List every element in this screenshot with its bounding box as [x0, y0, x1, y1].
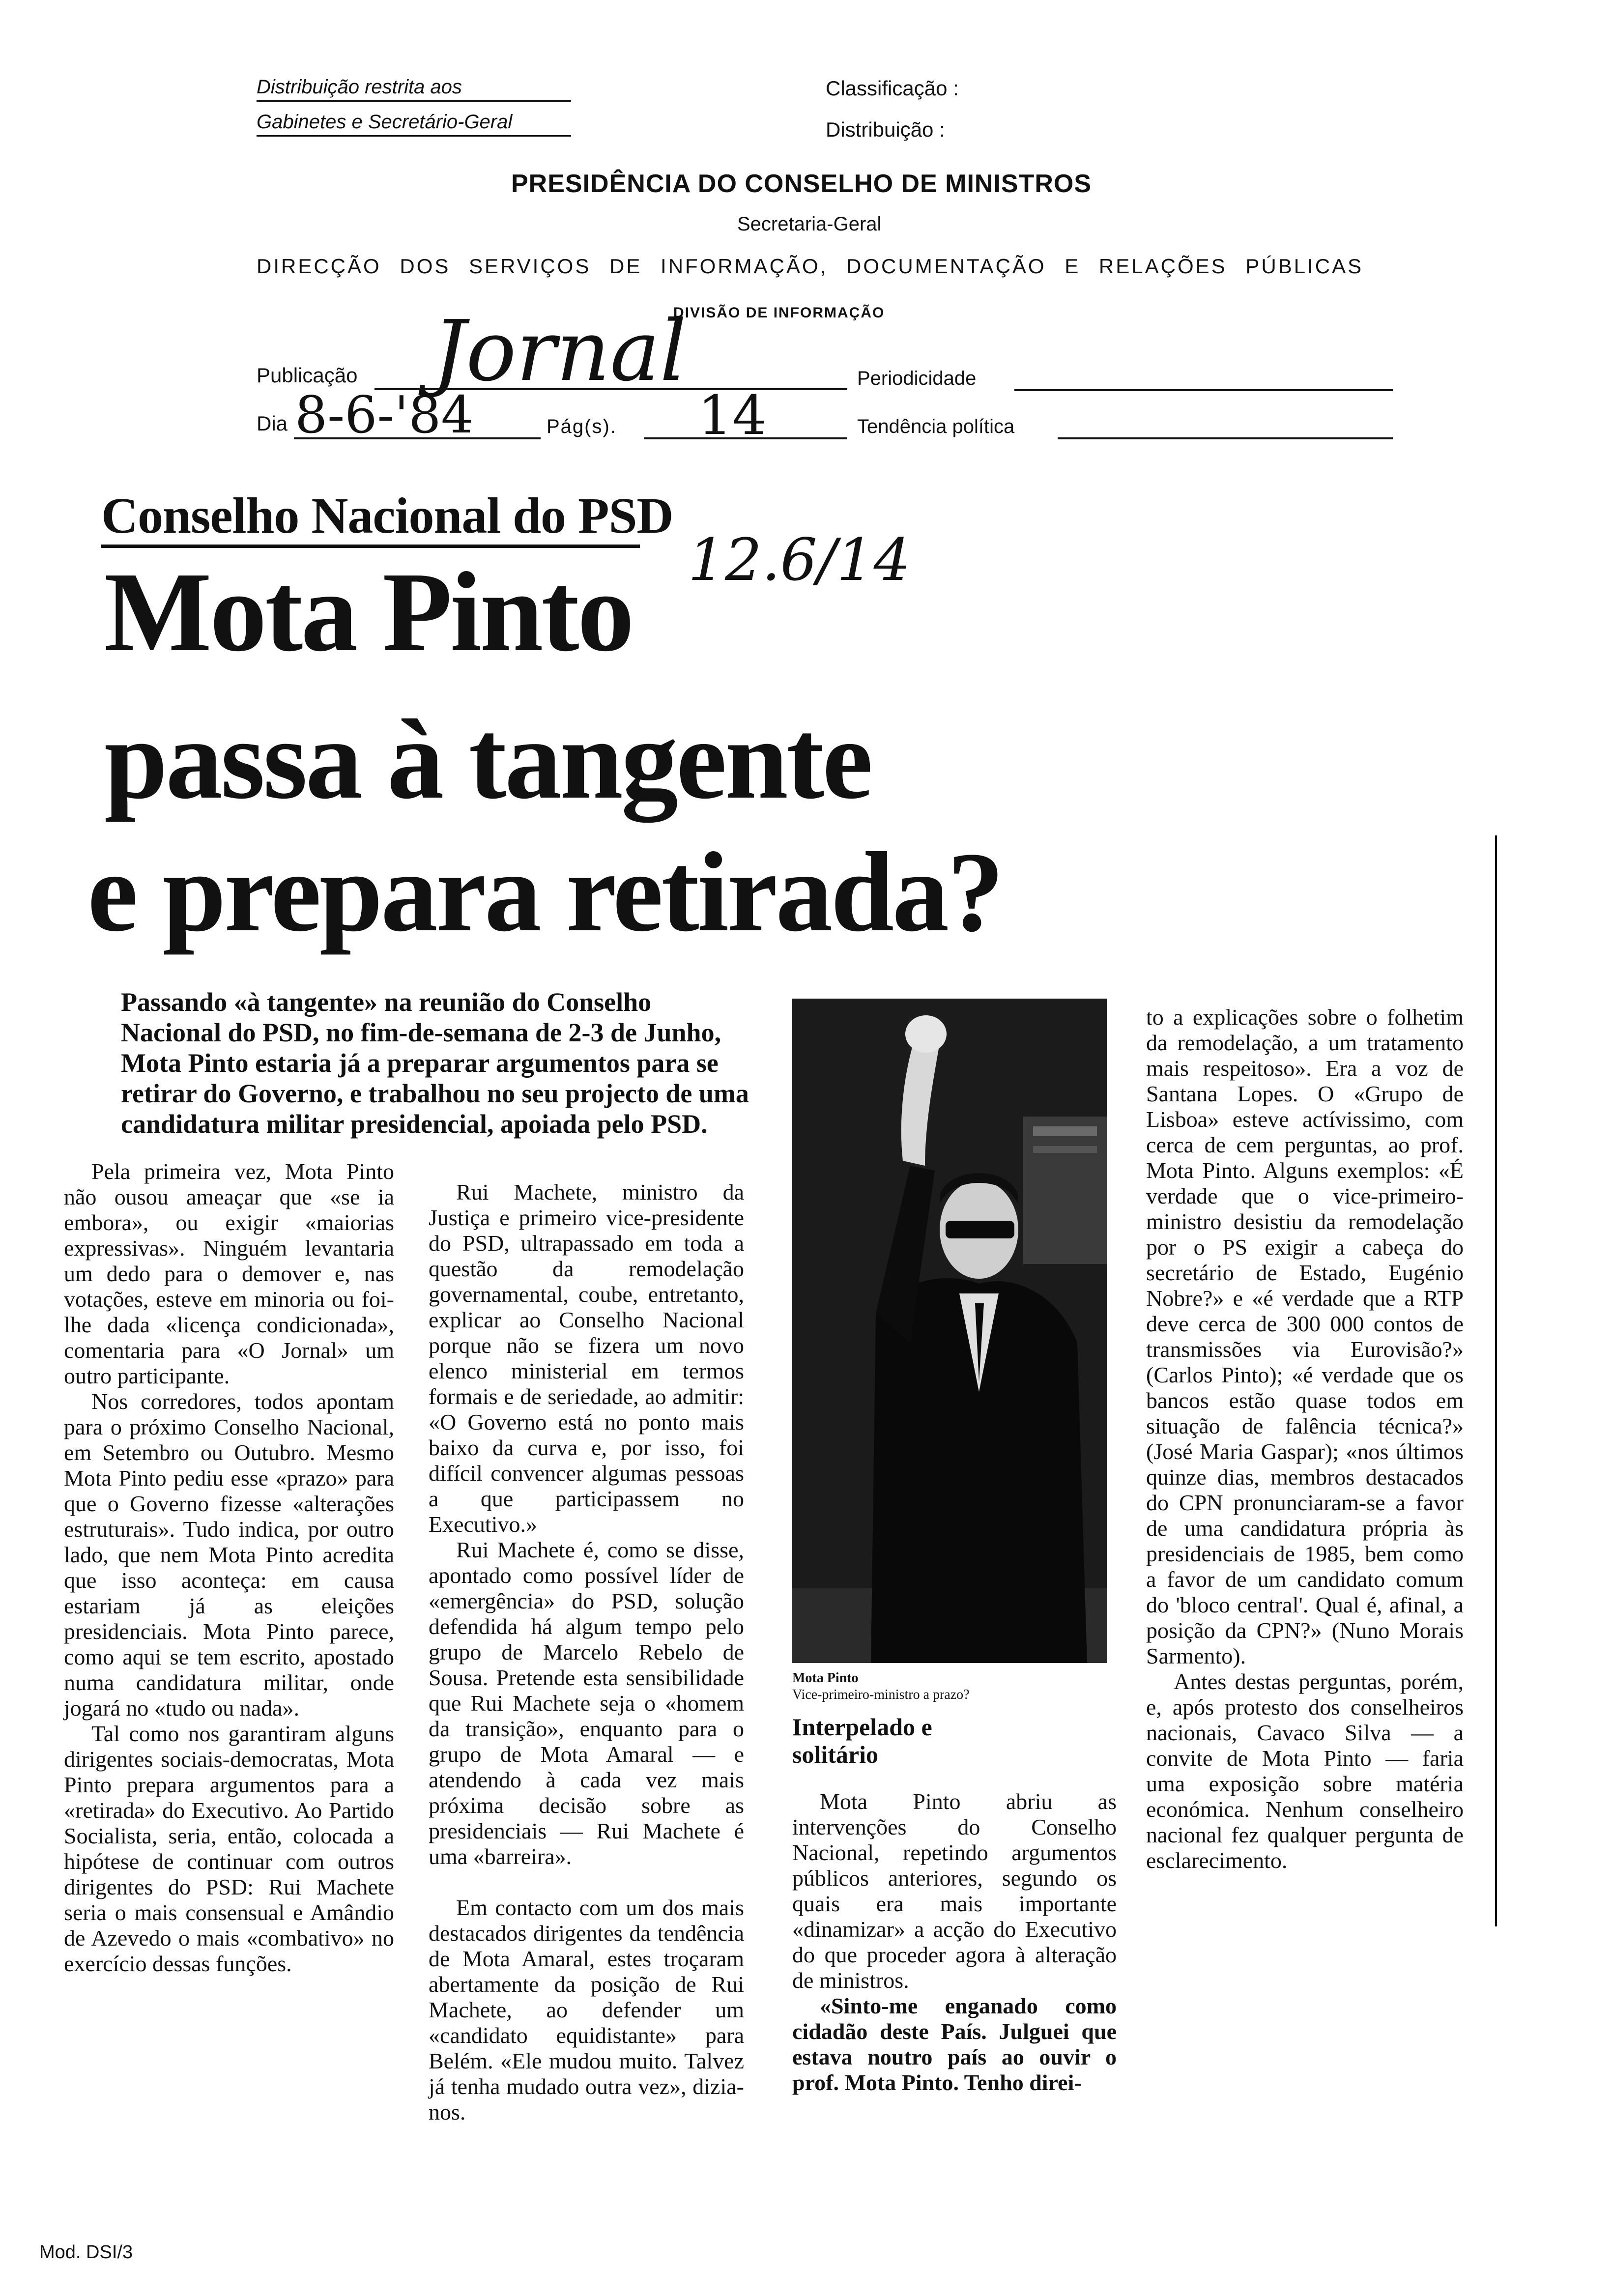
- org-subtitle: Secretaria-Geral: [737, 213, 882, 235]
- column-3: [792, 1789, 1117, 2095]
- paragraph: Pela primeira vez, Mota Pinto não ousou ameaçar que «se ia embora», ou exigir «maiorias expressivas». Ninguém levantaria um dedo para o demover e, nas votações, esteve em minoria ou foi-lhe dada «licença condicionada», comentaria para «O Jornal» um outro participante.: [64, 1159, 394, 1388]
- paragraph: «Sinto-me enganado como cidadão deste País. Julguei que estava noutro país ao ouvir o prof. Mota Pinto. Tenho direi-: [792, 1993, 1117, 2095]
- photo-caption: [792, 1670, 1117, 1703]
- pages-value: 14: [698, 384, 767, 447]
- distribution-line-2: Gabinetes e Secretário-Geral: [257, 111, 513, 133]
- paragraph: Antes destas perguntas, porém, e, após protesto dos conselheiros nacionais, Cavaco Silva — a convite de Mota Pinto — faria uma exposição sobre matéria económica. Nenhum conselheiro nacional fez qualquer pergunta de esclarecimento.: [1146, 1669, 1464, 1873]
- paragraph: Em contacto com um dos mais destacados dirigentes da tendência de Mota Amaral, estes troçaram abertamente da posição de Rui Machete, ao defender um «candidato equidistante» para Belém. «Ele mudou muito. Talvez já tenha mudado outra vez», dizia-nos.: [429, 1895, 744, 2124]
- caption-text: Vice-primeiro-ministro a prazo?: [792, 1687, 970, 1702]
- headline-line-2: passa à tangente: [104, 696, 871, 823]
- distribution-label: Distribuição :: [826, 118, 945, 141]
- pages-label: Pág(s).: [547, 416, 617, 437]
- photo-mota-pinto: [792, 999, 1107, 1663]
- periodicity-label: Periodicidade: [857, 368, 977, 389]
- paragraph: Nos corredores, todos apontam para o próximo Conselho Nacional, em Setembro ou Outubro. Mesmo Mota Pinto pediu esse «prazo» para que o Governo fizesse «alterações estruturais». Tudo indica, por outro lado, que nem Mota Pinto acredita que isso aconteça: em causa estariam já as eleições presidenciais. Mota Pinto parece, como aqui se tem escrito, apostado numa candidatura militar, onde jogará no «tudo ou nada».: [64, 1389, 394, 1721]
- publication-value: Jornal: [432, 303, 687, 400]
- kicker: Conselho Nacional do PSD: [101, 488, 673, 544]
- distribution-line-1: Distribuição restrita aos: [257, 76, 462, 98]
- caption-name: Mota Pinto: [792, 1670, 859, 1686]
- column-rule: [1495, 835, 1497, 1926]
- paragraph: Mota Pinto abriu as intervenções do Conselho Nacional, repetindo argumentos públicos anteriores, segundo os quais era mais importante «dinamizar» a acção do Executivo do que proceder agora à alteração de ministros.: [792, 1789, 1117, 1993]
- distribution-restriction: [257, 74, 571, 137]
- paragraph: Tal como nos garantiram alguns dirigentes sociais-democratas, Mota Pinto prepara argumentos para a «retirada» do Executivo. Ao Partido Socialista, seria, então, colocada a hipótese de continuar com outros dirigentes do PSD: Rui Machete seria o mais consensual e Amândio de Azevedo o mais «combativo» no exercício dessas funções.: [64, 1721, 394, 1976]
- publication-label: Publicação: [257, 364, 358, 387]
- subhead: Interpelado e solitário: [792, 1713, 932, 1768]
- paragraph: Rui Machete, ministro da Justiça e primeiro vice-presidente do PSD, ultrapassado em toda a questão da remodelação governamental, coube, entretanto, explicar ao Conselho Nacional porque não se fizera um novo elenco ministerial em termos formais e de seriedade, ao admitir: «O Governo está no ponto mais baixo da curva e, por isso, foi difícil convencer algumas pessoas a que participassem no Executivo.»: [429, 1179, 744, 1537]
- column-2: [429, 1179, 744, 2125]
- form-code: Mod. DSI/3: [39, 2242, 133, 2263]
- handwritten-annotation: 12.6/14: [688, 526, 911, 594]
- day-label: Dia: [257, 412, 288, 435]
- division-line: DIVISÃO DE INFORMAÇÃO: [673, 305, 885, 321]
- headline-line-1: Mota Pinto: [104, 549, 633, 675]
- tendency-label: Tendência política: [857, 416, 1015, 437]
- org-title: PRESIDÊNCIA DO CONSELHO DE MINISTROS: [511, 170, 1092, 198]
- day-value: 8-6-'84: [295, 385, 474, 445]
- column-1: [64, 1159, 394, 1977]
- direction-line: DIRECÇÃO DOS SERVIÇOS DE INFORMAÇÃO, DOCUMENTAÇÃO E RELAÇÕES PÚBLICAS: [257, 255, 1364, 278]
- classification-label: Classificação :: [826, 77, 959, 100]
- photo-image: [792, 999, 1107, 1663]
- paragraph: Rui Machete é, como se disse, apontado como possível líder de «emergência» do PSD, solução defendida há algum tempo pelo grupo de Marcelo Rebelo de Sousa. Pretende esta sensibilidade que Rui Machete seja o «homem da transição», enquanto para o grupo de Mota Amaral — e atendendo à cada vez mais próxima decisão sobre as presidenciais — Rui Machete é uma «barreira».: [429, 1537, 744, 1869]
- lede: Passando «à tangente» na reunião do Conselho Nacional do PSD, no fim-de-semana de 2-3 de Junho, Mota Pinto estaria já a preparar argumentos para se retirar do Governo, e trabalhou no seu projecto de uma candidatura militar presidencial, apoiada pelo PSD.: [121, 987, 749, 1139]
- column-4: [1146, 1004, 1464, 1873]
- headline-line-3: e prepara retirada?: [87, 829, 1003, 955]
- paragraph: to a explicações sobre o folhetim da remodelação, a um tratamento mais respeitoso». Era a voz de Santana Lopes. O «Grupo de Lisboa» esteve actívissimo, com cerca de cem perguntas, ao prof. Mota Pinto. Alguns exemplos: «É verdade que o vice-primeiro-ministro desistiu da remodelação por o PS exigir a cabeça do secretário de Estado, Eugénio Nobre?» e «é verdade que a RTP deve cerca de 300 000 contos de transmissões via Eurovisão?» (Carlos Pinto); «é verdade que os bancos estão quase todos em situação de falência técnica?» (José Maria Gaspar); «nos últimos quinze dias, membros destacados do CPN pronunciaram-se a favor de uma candidatura própria às presidenciais de 1985, bem como a favor de um candidato comum do 'bloco central'. Qual é, afinal, a posição da CPN?» (Nuno Morais Sarmento).: [1146, 1004, 1464, 1668]
